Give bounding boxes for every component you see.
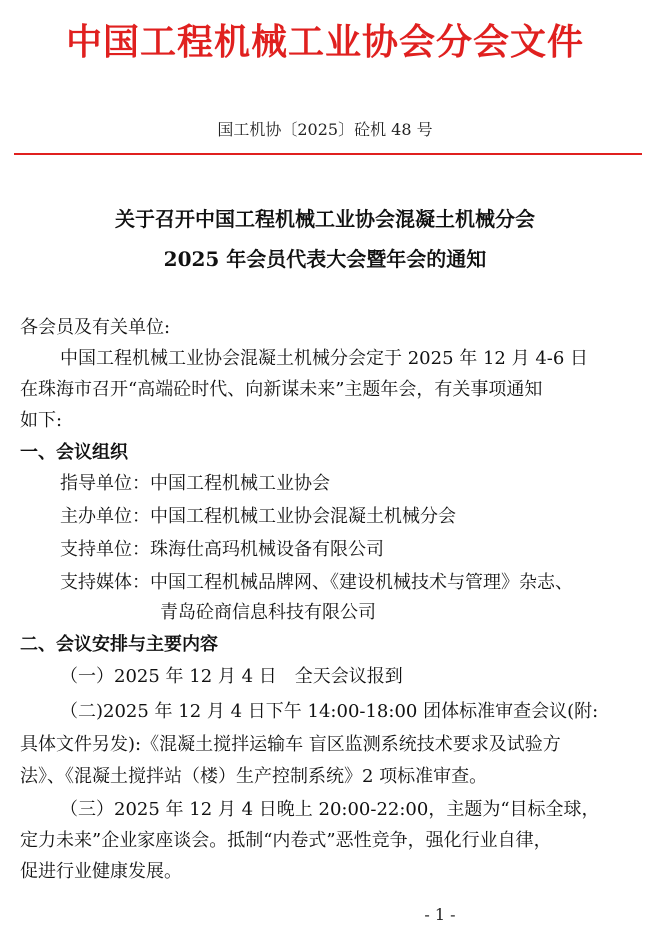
agenda-item-1: （一）2025 年 12 月 4 日 全天会议报到 — [60, 666, 403, 687]
page-number: - 1 - — [424, 905, 456, 924]
supporting-media-line: 支持媒体：中国工程机械品牌网、《建设机械技术与管理》杂志、 — [60, 572, 573, 593]
notice-title-line-1: 关于召开中国工程机械工业协会混凝土机械分会 — [115, 207, 535, 231]
host-unit-line: 主办单位：中国工程机械工业协会混凝土机械分会 — [60, 506, 456, 527]
section-1-heading: 一、会议组织 — [20, 442, 128, 463]
agenda-item-2-line-2: 具体文件另发):《混凝土搅拌运输车 盲区监测系统技术要求及试验方 — [20, 734, 561, 755]
guiding-unit-line: 指导单位：中国工程机械工业协会 — [60, 473, 330, 494]
section-2-heading: 二、会议安排与主要内容 — [20, 634, 218, 655]
agenda-item-3-line-2: 定力未来”企业家座谈会。抵制“内卷式”恶性竞争，强化行业自律， — [20, 830, 552, 851]
intro-line-1: 中国工程机械工业协会混凝土机械分会定于 2025 年 12 月 4-6 日 — [60, 348, 589, 369]
agenda-item-3-line-1: （三）2025 年 12 月 4 日晚上 20:00-22:00，主题为“目标全球， — [60, 799, 600, 820]
document-number: 国工机协〔2025〕砼机 48 号 — [217, 120, 433, 139]
supporting-unit-line: 支持单位：珠海仕高玛机械设备有限公司 — [60, 539, 384, 560]
red-divider-line — [14, 153, 642, 155]
agenda-item-2-line-1: （二)2025 年 12 月 4 日下午 14:00-18:00 团体标准审查会议(附: — [60, 701, 599, 722]
notice-title-line-2: 2025 年会员代表大会暨年会的通知 — [163, 247, 487, 271]
salutation: 各会员及有关单位: — [20, 317, 171, 338]
issuer-header-title: 中国工程机械工业协会分会文件 — [65, 21, 584, 63]
intro-line-2: 在珠海市召开“高端砼时代、向新谋未来”主题年会，有关事项通知 — [20, 379, 543, 400]
agenda-item-3-line-3: 促进行业健康发展。 — [20, 861, 182, 882]
agenda-item-2-line-3: 法》、《混凝土搅拌站（楼）生产控制系统》2 项标准审查。 — [20, 766, 488, 787]
supporting-media-line-2: 青岛砼商信息科技有限公司 — [160, 602, 376, 623]
intro-line-3: 如下: — [20, 410, 63, 431]
